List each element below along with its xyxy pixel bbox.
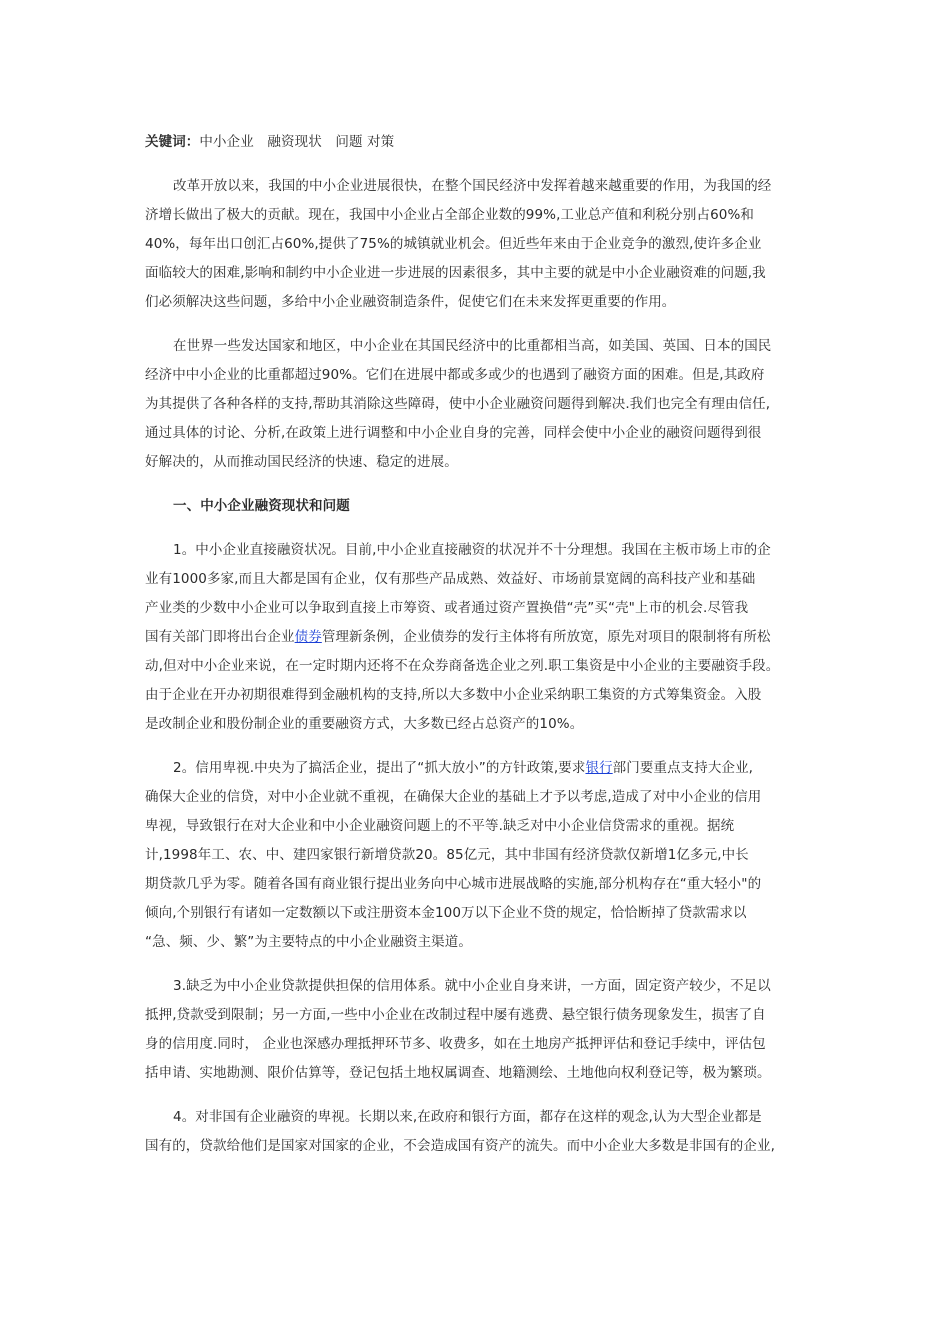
paragraph-world: [145, 332, 820, 477]
text-span: 部门要重点支持大企业,: [612, 760, 754, 776]
paragraph-line: 产业类的少数中小企业可以争取到直接上市筹资、或者通过资产置换借“壳”买“壳"上市的机会.尽管我: [145, 600, 749, 616]
paragraph-line: 济增长做出了极大的贡献。现在，我国中小企业占全部企业数的99%,工业总产值和利税分别占60%和: [145, 207, 755, 223]
paragraph-line: 3.缺乏为中小企业贷款提供担保的信用体系。就中小企业自身来讲，一方面，固定资产较少，不足以: [173, 978, 771, 994]
document-body: [145, 128, 820, 1161]
paragraph-non-state-financing: [145, 1103, 820, 1161]
paragraph-line: 经济中中小企业的比重都超过90%。它们在进展中都或多或少的也遇到了融资方面的困难。但是,其政府: [145, 367, 765, 383]
bond-link[interactable]: 债券: [294, 629, 322, 645]
paragraph-direct-financing: [145, 536, 820, 739]
paragraph-line: 4。对非国有企业融资的卑视。长期以来,在政府和银行方面，都存在这样的观念,认为大型企业都是: [173, 1109, 762, 1125]
text-span: 国有关部门即将出台企业: [145, 629, 295, 645]
section-heading: 一、中小企业融资现状和问题: [173, 498, 350, 514]
paragraph-line: [145, 623, 820, 652]
paragraph-line: 计,1998年工、农、中、建四家银行新增贷款20。85亿元，其中非国有经济贷款仅新增1亿多元,中长: [145, 847, 749, 863]
paragraph-intro: [145, 172, 820, 317]
paragraph-line: 业有1000多家,而且大都是国有企业，仅有那些产品成熟、效益好、市场前景宽阔的高科技产业和基础: [145, 571, 756, 587]
paragraph-line: [145, 754, 820, 783]
paragraph-line: 40%，每年出口创汇占60%,提供了75%的城镇就业机会。但近些年来由于企业竞争的激烈,使许多企业: [145, 236, 762, 252]
paragraph-line: 好解决的，从而推动国民经济的快速、稳定的进展。: [145, 454, 458, 470]
paragraph-line: 确保大企业的信贷，对中小企业就不重视，在确保大企业的基础上才予以考虑,造成了对中小企业的信用: [145, 789, 762, 805]
paragraph-line: 改革开放以来，我国的中小企业进展很快，在整个国民经济中发挥着越来越重要的作用，为我国的经: [173, 178, 772, 194]
paragraph-line: 1。中小企业直接融资状况。目前,中小企业直接融资的状况并不十分理想。我国在主板市场上市的企: [173, 542, 771, 558]
paragraph-line: 是改制企业和股份制企业的重要融资方式，大多数已经占总资产的10%。: [145, 716, 584, 732]
paragraph-line: 动,但对中小企业来说，在一定时期内还将不在众券商备选企业之列.职工集资是中小企业的主要融资手段。: [145, 658, 780, 674]
paragraph-line: 为其提供了各种各样的支持,帮助其消除这些障碍，使中小企业融资问题得到解决.我们也完全有理由信任,: [145, 396, 771, 412]
paragraph-line: 括申请、实地勘测、限价估算等，登记包括土地权属调查、地籍测绘、土地他向权利登记等，极为繁琐。: [145, 1065, 771, 1081]
paragraph-line: 卑视，导致银行在对大企业和中小企业融资问题上的不平等.缺乏对中小企业信贷需求的重视。据统: [145, 818, 735, 834]
paragraph-line: 倾向,个别银行有诸如一定数额以下或注册资本金100万以下企业不贷的规定，恰恰断掉了贷款需求以: [145, 905, 747, 921]
paragraph-line: 身的信用度.同时， 企业也深感办理抵押环节多、收费多，如在土地房产抵押评估和登记手续中，评估包: [145, 1036, 766, 1052]
paragraph-line: 们必须解决这些问题，多给中小企业融资制造条件，促使它们在未来发挥更重要的作用。: [145, 294, 676, 310]
paragraph-line: 国有的，贷款给他们是国家对国家的企业，不会造成国有资产的流失。而中小企业大多数是非国有的企业,: [145, 1138, 775, 1154]
text-span: 2。信用卑视.中央为了搞活企业，提出了“抓大放小”的方针政策,要求: [173, 760, 586, 776]
paragraph-guarantee-system: [145, 972, 820, 1088]
keywords-text: 中小企业 融资现状 问题 对策: [199, 134, 395, 150]
paragraph-line: “急、频、少、繁”为主要特点的中小企业融资主渠道。: [145, 934, 472, 950]
paragraph-credit-discrimination: [145, 754, 820, 957]
paragraph-line: 抵押,贷款受到限制；另一方面,一些中小企业在改制过程中屡有逃费、悬空银行债务现象发生，损害了自: [145, 1007, 766, 1023]
paragraph-line: 期贷款几乎为零。随着各国有商业银行提出业务向中心城市进展战略的实施,部分机构存在“重大轻小"的: [145, 876, 762, 892]
bank-link[interactable]: 银行: [585, 760, 613, 776]
paragraph-line: 通过具体的讨论、分析,在政策上进行调整和中小企业自身的完善，同样会使中小企业的融资问题得到很: [145, 425, 762, 441]
keywords-line: [145, 128, 820, 157]
paragraph-line: 在世界一些发达国家和地区，中小企业在其国民经济中的比重都相当高，如美国、英国、日本的国民: [173, 338, 772, 354]
keywords-label: 关键词：: [145, 134, 200, 150]
paragraph-line: 面临较大的困难,影响和制约中小企业进一步进展的因素很多，其中主要的就是中小企业融资难的问题,我: [145, 265, 766, 281]
text-span: 管理新条例，企业债券的发行主体将有所放宽，原先对项目的限制将有所松: [321, 629, 771, 645]
paragraph-line: 由于企业在开办初期很难得到金融机构的支持,所以大多数中小企业采纳职工集资的方式筹集资金。入股: [145, 687, 762, 703]
